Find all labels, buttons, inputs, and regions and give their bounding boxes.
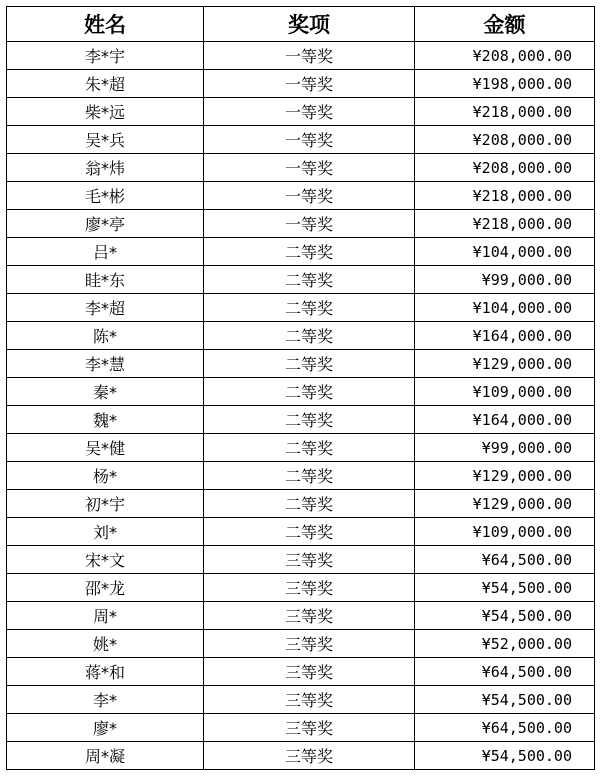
table-row	[7, 630, 595, 658]
amount-cell: ¥64,500.00	[415, 658, 595, 686]
table-row	[7, 182, 595, 210]
award-cell: 三等奖	[204, 714, 415, 742]
name-cell: 蒋*和	[7, 658, 204, 686]
table-row	[7, 350, 595, 378]
name-cell: 李*宇	[7, 42, 204, 70]
name-cell: 柴*远	[7, 98, 204, 126]
table-row	[7, 686, 595, 714]
table-row	[7, 322, 595, 350]
table-body	[7, 42, 595, 770]
award-cell: 三等奖	[204, 630, 415, 658]
amount-cell: ¥99,000.00	[415, 434, 595, 462]
name-cell: 吴*兵	[7, 126, 204, 154]
table-row	[7, 42, 595, 70]
award-cell: 二等奖	[204, 406, 415, 434]
award-cell: 二等奖	[204, 266, 415, 294]
table-row	[7, 714, 595, 742]
amount-cell: ¥104,000.00	[415, 294, 595, 322]
table-row	[7, 154, 595, 182]
amount-cell: ¥164,000.00	[415, 322, 595, 350]
header-amount: 金额	[415, 7, 595, 42]
award-cell: 一等奖	[204, 126, 415, 154]
name-cell: 宋*文	[7, 546, 204, 574]
header-row	[7, 7, 595, 42]
name-cell: 翁*炜	[7, 154, 204, 182]
award-cell: 一等奖	[204, 42, 415, 70]
award-cell: 三等奖	[204, 686, 415, 714]
table-row	[7, 462, 595, 490]
amount-cell: ¥54,500.00	[415, 574, 595, 602]
award-cell: 三等奖	[204, 546, 415, 574]
award-cell: 一等奖	[204, 182, 415, 210]
amount-cell: ¥109,000.00	[415, 518, 595, 546]
award-table	[6, 6, 595, 770]
name-cell: 陈*	[7, 322, 204, 350]
award-cell: 一等奖	[204, 70, 415, 98]
amount-cell: ¥164,000.00	[415, 406, 595, 434]
table-row	[7, 406, 595, 434]
name-cell: 杨*	[7, 462, 204, 490]
award-cell: 二等奖	[204, 238, 415, 266]
name-cell: 秦*	[7, 378, 204, 406]
name-cell: 廖*	[7, 714, 204, 742]
amount-cell: ¥109,000.00	[415, 378, 595, 406]
award-cell: 二等奖	[204, 462, 415, 490]
name-cell: 毛*彬	[7, 182, 204, 210]
amount-cell: ¥99,000.00	[415, 266, 595, 294]
name-cell: 眭*东	[7, 266, 204, 294]
amount-cell: ¥198,000.00	[415, 70, 595, 98]
name-cell: 邵*龙	[7, 574, 204, 602]
amount-cell: ¥129,000.00	[415, 350, 595, 378]
award-cell: 三等奖	[204, 602, 415, 630]
name-cell: 姚*	[7, 630, 204, 658]
amount-cell: ¥52,000.00	[415, 630, 595, 658]
award-cell: 二等奖	[204, 322, 415, 350]
table-row	[7, 70, 595, 98]
table-row	[7, 658, 595, 686]
name-cell: 廖*亭	[7, 210, 204, 238]
award-list-sheet	[6, 6, 594, 770]
name-cell: 李*	[7, 686, 204, 714]
award-cell: 二等奖	[204, 518, 415, 546]
table-row	[7, 490, 595, 518]
amount-cell: ¥104,000.00	[415, 238, 595, 266]
amount-cell: ¥54,500.00	[415, 742, 595, 770]
amount-cell: ¥129,000.00	[415, 490, 595, 518]
award-cell: 二等奖	[204, 294, 415, 322]
table-row	[7, 210, 595, 238]
table-header	[7, 7, 595, 42]
amount-cell: ¥64,500.00	[415, 714, 595, 742]
amount-cell: ¥129,000.00	[415, 462, 595, 490]
amount-cell: ¥218,000.00	[415, 182, 595, 210]
name-cell: 周*凝	[7, 742, 204, 770]
amount-cell: ¥208,000.00	[415, 154, 595, 182]
award-cell: 一等奖	[204, 210, 415, 238]
table-row	[7, 126, 595, 154]
table-row	[7, 546, 595, 574]
award-cell: 二等奖	[204, 434, 415, 462]
name-cell: 李*超	[7, 294, 204, 322]
table-row	[7, 266, 595, 294]
table-row	[7, 98, 595, 126]
award-cell: 二等奖	[204, 350, 415, 378]
name-cell: 魏*	[7, 406, 204, 434]
amount-cell: ¥208,000.00	[415, 126, 595, 154]
award-cell: 三等奖	[204, 658, 415, 686]
award-cell: 一等奖	[204, 98, 415, 126]
award-cell: 三等奖	[204, 742, 415, 770]
name-cell: 李*慧	[7, 350, 204, 378]
table-row	[7, 602, 595, 630]
name-cell: 朱*超	[7, 70, 204, 98]
name-cell: 初*宇	[7, 490, 204, 518]
award-cell: 三等奖	[204, 574, 415, 602]
header-name: 姓名	[7, 7, 204, 42]
name-cell: 吴*健	[7, 434, 204, 462]
name-cell: 刘*	[7, 518, 204, 546]
name-cell: 周*	[7, 602, 204, 630]
amount-cell: ¥64,500.00	[415, 546, 595, 574]
table-row	[7, 742, 595, 770]
table-row	[7, 434, 595, 462]
table-row	[7, 238, 595, 266]
header-award: 奖项	[204, 7, 415, 42]
name-cell: 吕*	[7, 238, 204, 266]
amount-cell: ¥208,000.00	[415, 42, 595, 70]
award-cell: 二等奖	[204, 490, 415, 518]
amount-cell: ¥54,500.00	[415, 686, 595, 714]
award-cell: 二等奖	[204, 378, 415, 406]
table-row	[7, 294, 595, 322]
amount-cell: ¥218,000.00	[415, 98, 595, 126]
amount-cell: ¥54,500.00	[415, 602, 595, 630]
award-cell: 一等奖	[204, 154, 415, 182]
table-row	[7, 574, 595, 602]
table-row	[7, 518, 595, 546]
amount-cell: ¥218,000.00	[415, 210, 595, 238]
table-row	[7, 378, 595, 406]
